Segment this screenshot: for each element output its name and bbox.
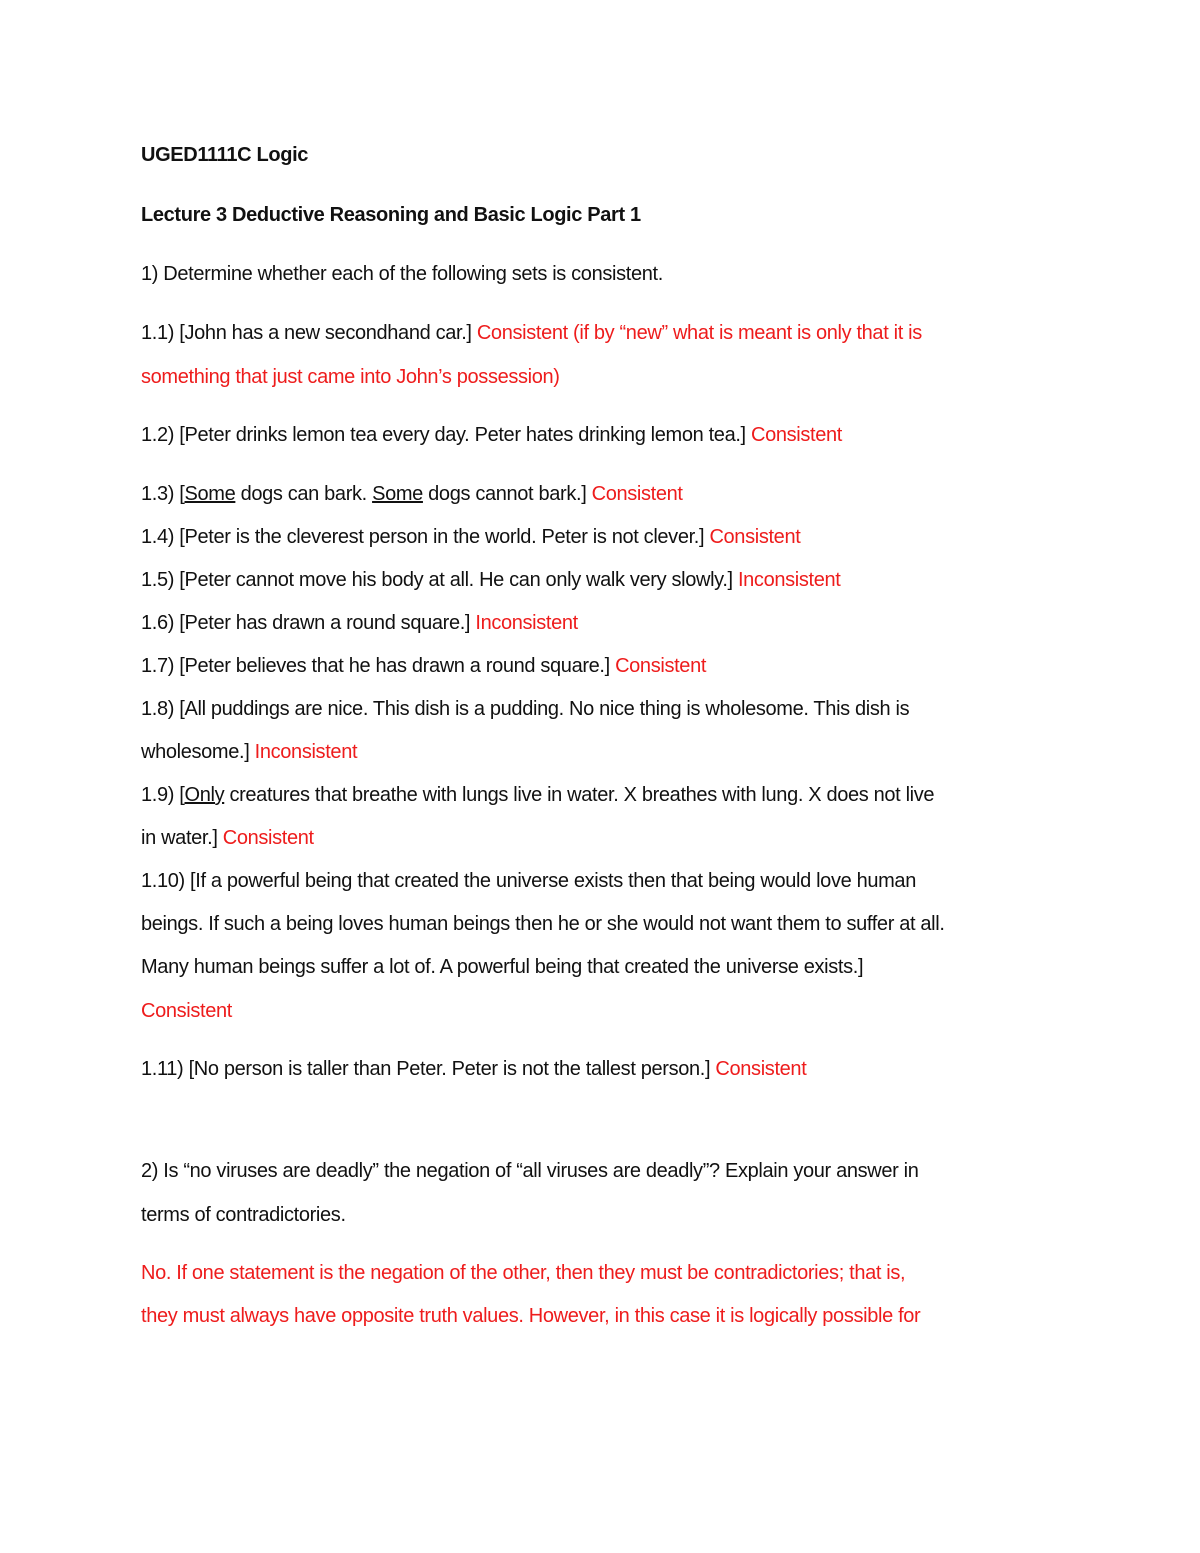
item-statement: [Peter drinks lemon tea every day. Peter hates drinking lemon tea.] xyxy=(174,424,751,446)
item-number: 1.6) xyxy=(141,612,175,634)
item-statement: [If a powerful being that created the universe exists then that being would love human xyxy=(184,870,916,892)
item-number: 1.9) xyxy=(141,784,175,806)
underlined-quantifier: Only xyxy=(184,784,225,806)
item-answer: Inconsistent xyxy=(737,569,841,591)
question-2-prompt-continued: terms of contradictories. xyxy=(141,1204,346,1226)
item-statement-middle: dogs can bark. xyxy=(235,483,373,505)
item-statement: [No person is taller than Peter. Peter is not the tallest person.] xyxy=(183,1058,716,1080)
item-answer: Consistent xyxy=(709,526,801,548)
item-statement: [John has a new secondhand car.] xyxy=(174,322,477,344)
item-number: 1.5) xyxy=(141,569,175,591)
item-1-1-answer-continued: something that just came into John’s possession) xyxy=(141,366,560,388)
item-statement: [Peter cannot move his body at all. He can only walk very slowly.] xyxy=(174,569,738,591)
item-1-9 xyxy=(141,782,934,808)
item-number: 1.7) xyxy=(141,655,175,677)
item-1-8-continued xyxy=(141,739,357,765)
item-1-1 xyxy=(141,320,922,346)
lecture-heading: Lecture 3 Deductive Reasoning and Basic Logic Part 1 xyxy=(141,204,641,226)
item-answer: Consistent xyxy=(615,655,707,677)
item-1-8 xyxy=(141,696,909,722)
item-statement-continued: in water.] xyxy=(141,827,223,849)
item-statement-start: [ xyxy=(174,483,185,505)
item-statement-continued: wholesome.] xyxy=(141,741,255,763)
item-1-2 xyxy=(141,422,842,448)
question-2-answer-continued: they must always have opposite truth values. However, in this case it is logically possible for xyxy=(141,1305,921,1327)
item-number: 1.10) xyxy=(141,870,185,892)
item-number: 1.1) xyxy=(141,322,175,344)
item-1-10-line-2: beings. If such a being loves human beings then he or she would not want them to suffer at all. xyxy=(141,913,945,935)
item-answer: Inconsistent xyxy=(475,612,578,634)
item-1-6 xyxy=(141,610,578,636)
item-number: 1.2) xyxy=(141,424,175,446)
underlined-quantifier: Some xyxy=(184,483,236,505)
item-statement-end: creatures that breathe with lungs live in water. X breathes with lung. X does not live xyxy=(224,784,935,806)
item-answer: Consistent xyxy=(591,483,683,505)
item-statement-start: [ xyxy=(174,784,185,806)
item-number: 1.11) xyxy=(141,1058,184,1080)
item-statement: [Peter believes that he has drawn a round square.] xyxy=(174,655,616,677)
item-1-10 xyxy=(141,868,916,894)
item-number: 1.8) xyxy=(141,698,175,720)
question-1-prompt: 1) Determine whether each of the following sets is consistent. xyxy=(141,263,663,285)
item-1-10-line-3: Many human beings suffer a lot of. A powerful being that created the universe exists.] xyxy=(141,956,864,978)
item-statement: [Peter has drawn a round square.] xyxy=(174,612,476,634)
item-answer: Inconsistent xyxy=(254,741,358,763)
document-title: UGED1111C Logic xyxy=(141,144,309,166)
item-1-9-continued xyxy=(141,825,314,851)
item-statement-end: dogs cannot bark.] xyxy=(422,483,592,505)
item-answer: Consistent xyxy=(750,424,842,446)
item-answer: Consistent xyxy=(222,827,314,849)
item-1-10-answer: Consistent xyxy=(141,1000,232,1022)
item-1-7 xyxy=(141,653,706,679)
item-1-11 xyxy=(141,1056,806,1082)
item-1-3 xyxy=(141,481,683,507)
item-answer: Consistent xyxy=(715,1058,807,1080)
item-statement: [Peter is the cleverest person in the world. Peter is not clever.] xyxy=(174,526,710,548)
item-1-5 xyxy=(141,567,840,593)
item-1-4 xyxy=(141,524,800,550)
item-number: 1.3) xyxy=(141,483,175,505)
underlined-quantifier: Some xyxy=(372,483,423,505)
item-statement: [All puddings are nice. This dish is a pudding. No nice thing is wholesome. This dish is xyxy=(174,698,910,720)
question-2-answer: No. If one statement is the negation of the other, then they must be contradictories; that is, xyxy=(141,1262,906,1284)
question-2-prompt: 2) Is “no viruses are deadly” the negation of “all viruses are deadly”? Explain your answer in xyxy=(141,1160,919,1182)
item-number: 1.4) xyxy=(141,526,175,548)
item-answer: Consistent (if by “new” what is meant is only that it is xyxy=(476,322,922,344)
